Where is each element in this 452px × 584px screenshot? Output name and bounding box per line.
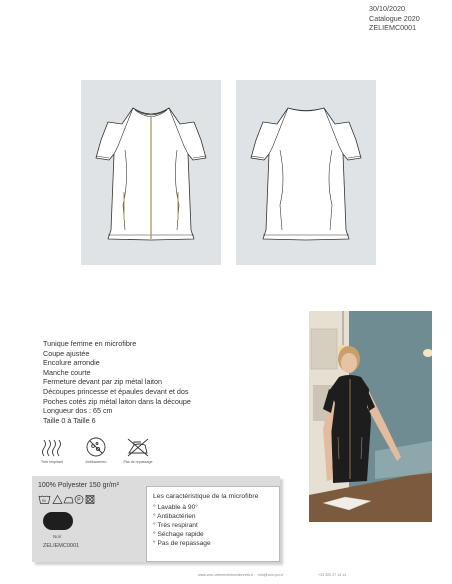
- catalogue-label: Catalogue 2020: [369, 13, 420, 23]
- care-symbols: [38, 494, 108, 504]
- description-line: Coupe ajustée: [43, 348, 90, 358]
- antibacterial-icon: [83, 436, 109, 458]
- footer-website: www.vcm-vetementsfonctionnels.fr: [198, 573, 254, 577]
- model-photo: [309, 311, 432, 522]
- footer-email: info@vcm-pro.fr: [258, 573, 284, 577]
- feature-item: ° Très respirant: [153, 522, 198, 529]
- back-view-drawing: [236, 80, 376, 265]
- product-info-box: [32, 476, 280, 562]
- document-meta: [369, 4, 420, 33]
- color-name: Noir: [53, 534, 62, 539]
- feature-item: ° Pas de repassage: [153, 540, 211, 547]
- description-line: Tunique femme en microfibre: [43, 339, 137, 348]
- care-item-no-ironing: [118, 436, 158, 464]
- laundry-symbols-icon: [38, 494, 108, 505]
- description-line: Poches cotés zip métal laiton dans la découpe: [43, 396, 191, 406]
- care-icons-row: [38, 436, 168, 470]
- wash-temperature: 90: [42, 499, 46, 503]
- description-line: Encolure arrondie: [43, 358, 100, 368]
- care-label: Antibactérien: [85, 460, 107, 464]
- product-reference: ZELIEMC0001: [43, 543, 80, 549]
- woman-wearing-black-tunic-photo: [309, 311, 432, 522]
- feature-item: ° Lavable à 90°: [153, 504, 198, 511]
- reference-code: ZELIEMC0001: [369, 23, 417, 33]
- composition-text: 100% Polyester 150 gr/m²: [38, 482, 119, 489]
- care-item-antibacterial: [76, 436, 116, 464]
- description-line: Fermeture devant par zip métal laiton: [43, 377, 163, 387]
- feature-item: ° Antibactérien: [153, 513, 196, 520]
- no-ironing-icon: [125, 436, 151, 458]
- breathable-icon: [39, 436, 65, 458]
- front-view-panel: [81, 80, 221, 265]
- document-date: 30/10/2020: [369, 4, 405, 13]
- description-line: Longueur dos : 65 cm: [43, 406, 113, 416]
- features-panel: [146, 486, 280, 562]
- care-label: Pas de repassage: [123, 460, 153, 464]
- feature-item: ° Séchage rapide: [153, 531, 204, 538]
- description-line: Découpes princesse et épaules devant et dos: [43, 386, 189, 396]
- care-label: Très respirant: [40, 460, 64, 464]
- description-line: Taille 0 à Taille 6: [43, 415, 96, 425]
- front-view-drawing: [81, 80, 221, 265]
- footer-phone: +33 320 27 15 14: [318, 573, 347, 577]
- product-description: [43, 339, 191, 425]
- svg-text:P: P: [77, 497, 81, 504]
- color-swatch: [43, 512, 73, 530]
- features-title: Les caractéristique de la microfibre: [153, 493, 259, 500]
- back-view-panel: [236, 80, 376, 265]
- description-line: Manche courte: [43, 367, 91, 377]
- care-item-breathable: [32, 436, 72, 464]
- features-list: [153, 503, 211, 548]
